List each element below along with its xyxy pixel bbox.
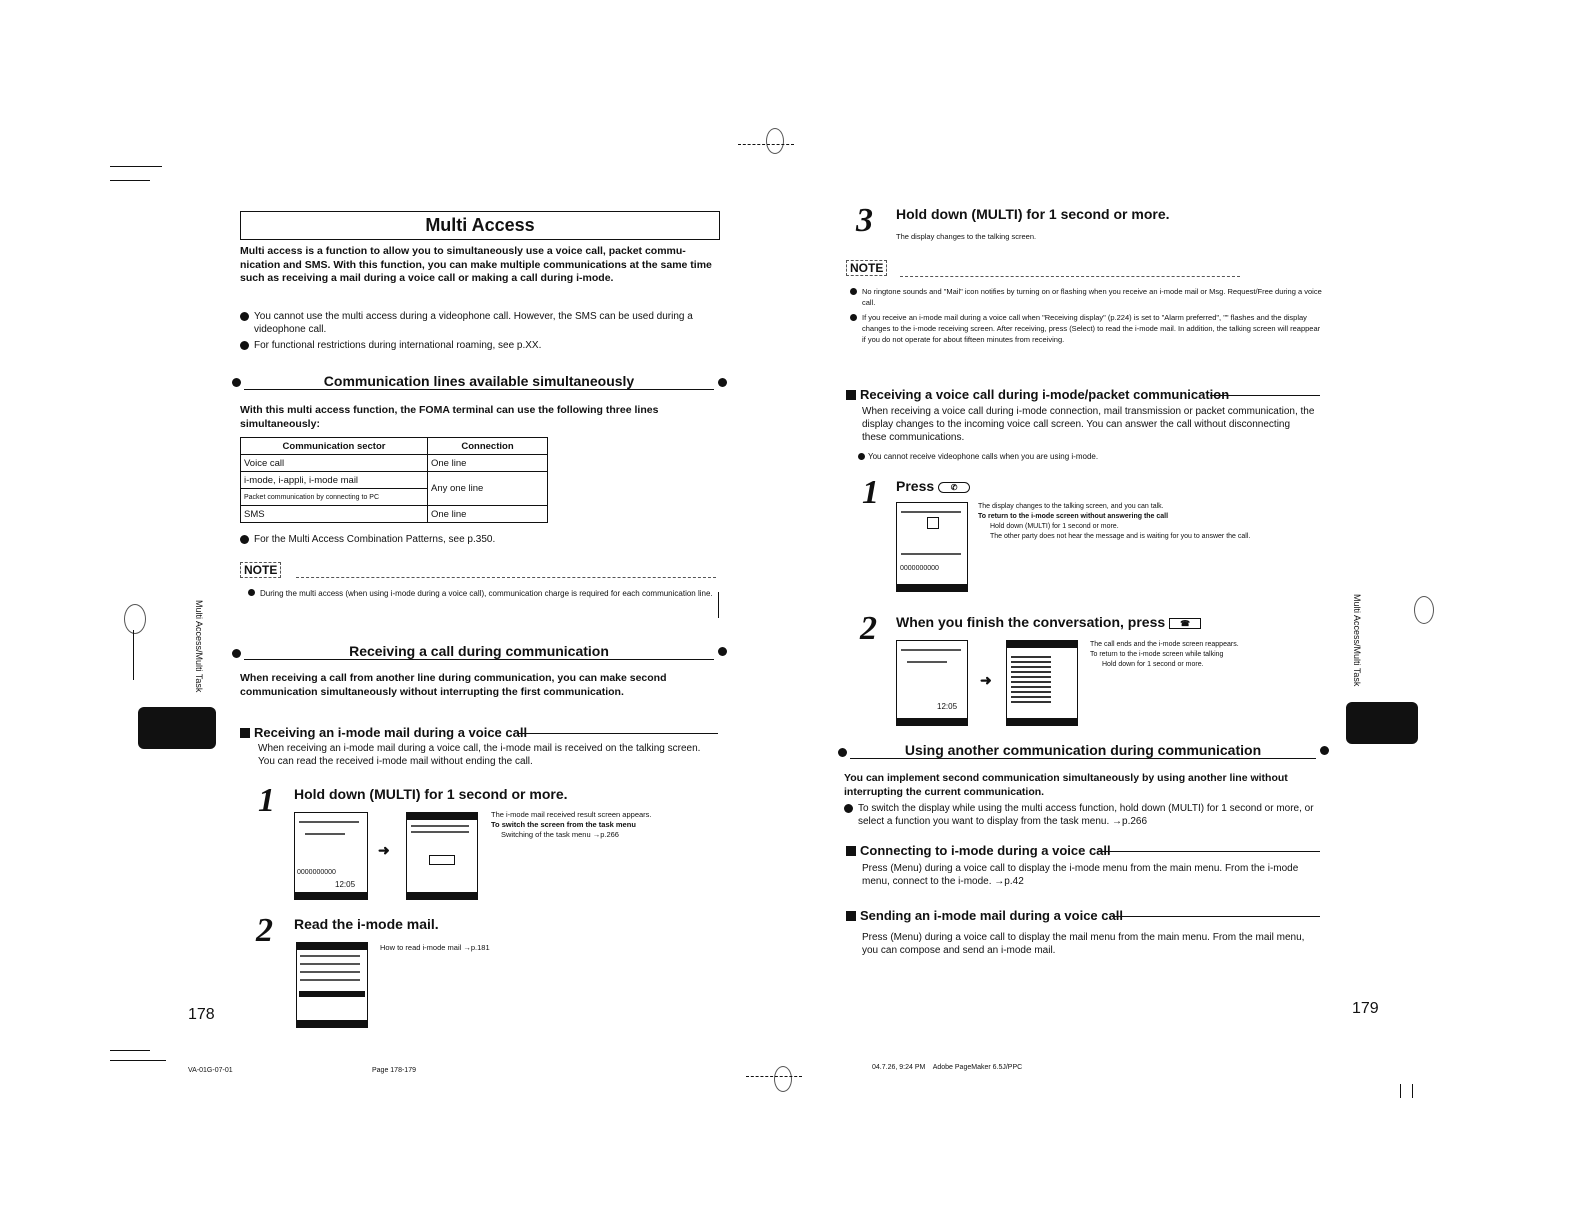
- chapter-tab: [1346, 702, 1418, 744]
- subheading-rule: [518, 733, 718, 734]
- arrow-icon: ➜: [378, 842, 390, 858]
- subheading-text: When receiving an i-mode mail during a voice call, the i-mode mail is received on the talking screen. You can read the received i-mode mail without ending the call.: [258, 743, 701, 767]
- section-dot-icon: [1320, 746, 1329, 755]
- step-desc: The i-mode mail received result screen appears. To switch the screen from the task menu Switching of the task menu →p.266: [491, 810, 652, 839]
- section-title-box: [240, 211, 720, 240]
- communication-table: [240, 437, 548, 523]
- registration-mark-icon: [1414, 596, 1434, 624]
- step-number: 2: [860, 610, 877, 647]
- call-key-icon[interactable]: ✆: [938, 482, 970, 493]
- square-icon: [846, 390, 856, 400]
- bullet-item: For the Multi Access Combination Patterns, see p.350.: [240, 533, 724, 546]
- section-heading: Communication lines available simultaneously: [244, 373, 714, 390]
- crop-mark: [110, 180, 150, 181]
- section-intro: You can implement second communication simultaneously by using another line without interrupting the current communication.: [844, 772, 1288, 798]
- table-header-row: [241, 438, 548, 455]
- subheading: Receiving an i-mode mail during a voice call: [240, 725, 527, 740]
- table-row: i-mode, i-appli, i-mode mail Any one line: [241, 472, 548, 489]
- intro-text: Multi access is a function to allow you to simultaneously use a voice call, packet commu-nication and SMS. With this function, you can make multiple communications at the same time such as receiving a mail during a voice call or making a call during i-mode.: [240, 245, 712, 284]
- registration-mark-icon: [774, 1066, 792, 1092]
- footer-mid: Page 178-179: [372, 1067, 416, 1074]
- section-dot-icon: [232, 649, 241, 658]
- arrow-icon: ➜: [980, 672, 992, 688]
- table-row: Voice call One line: [241, 455, 548, 472]
- step-desc: The display changes to the talking screen, and you can talk. To return to the i-mode screen without answering the call Hold down (MULTI) for 1 second or more. The other party does not hear the message and is waiting for you to answer the call.: [978, 503, 1251, 540]
- subheading-rule: [1210, 395, 1320, 396]
- crop-mark: [133, 630, 134, 680]
- end-call-key-icon[interactable]: ☎: [1169, 618, 1201, 629]
- note-end-mark: [718, 592, 719, 618]
- section-title: Multi Access: [425, 215, 535, 235]
- crop-mark: [1400, 1084, 1401, 1098]
- subheading-rule: [1112, 916, 1320, 917]
- subheading: Connecting to i-mode during a voice call: [846, 843, 1111, 858]
- crop-mark: [110, 1050, 150, 1051]
- page-number: 179: [1352, 1000, 1379, 1017]
- section-dot-icon: [838, 748, 847, 757]
- table-header: Communication sector: [241, 438, 428, 455]
- page-number: 178: [188, 1006, 215, 1023]
- registration-mark-icon: [124, 604, 146, 634]
- bullet-icon: [844, 804, 853, 813]
- section-dot-icon: [718, 647, 727, 656]
- note-rule: [900, 276, 1240, 277]
- note-bullet: If you receive an i-mode mail during a voice call when "Receiving display" (p.224) is set to "Alarm preferred", "" flashes and the display changes to the i-mode receiving screen. After receiving, press (Select) to read the i-mode mail. In addition, the talking screen will reappear if you do not operate for about fifteen minutes from receiving.: [850, 312, 1322, 345]
- footer-left: VA-01G-07-01: [188, 1067, 233, 1074]
- section-dot-icon: [718, 378, 727, 387]
- subheading-text: When receiving a voice call during i-mode connection, mail transmission or packet communication, the display changes to the incoming voice call screen. You can answer the call without disconnecting these communications.: [862, 406, 1315, 443]
- phone-screen-read-mail: [296, 942, 368, 1028]
- bullet-icon: [248, 589, 255, 596]
- note-bullet: No ringtone sounds and "Mail" icon notifies by turning on or flashing when you receive an i-mode mail or Msg. Request/Free during a voice call.: [850, 286, 1322, 308]
- chapter-tab: [138, 707, 216, 749]
- section-heading: Using another communication during communication: [850, 742, 1316, 759]
- footer-right: 04.7.26, 9:24 PM Adobe PageMaker 6.5J/PPC: [872, 1064, 1023, 1071]
- subheading: Sending an i-mode mail during a voice call: [846, 908, 1123, 923]
- section-dot-icon: [232, 378, 241, 387]
- crop-mark: [110, 166, 162, 167]
- step-number: 3: [856, 202, 873, 239]
- bullet-icon: [240, 535, 249, 544]
- phone-digits: 0000000000: [900, 565, 939, 572]
- note-rule: [296, 577, 716, 578]
- registration-mark-icon: [766, 128, 784, 154]
- square-icon: [846, 911, 856, 921]
- step-desc: The call ends and the i-mode screen reappears. To return to the i-mode screen while talking Hold down for 1 second or more.: [1090, 641, 1239, 668]
- crop-mark: [738, 144, 794, 145]
- phone-screen-incoming: [896, 502, 968, 592]
- section-intro: When receiving a call from another line during communication, you can make second communication simultaneously without interrupting the first communication.: [240, 672, 667, 698]
- step-desc: The display changes to the talking screen.: [896, 232, 1037, 241]
- phone-screen-talking: [896, 640, 968, 726]
- phone-screen-talking: [294, 812, 368, 900]
- bullet-icon: [240, 312, 249, 321]
- bullet-icon: [240, 341, 249, 350]
- table-header: Connection: [428, 438, 548, 455]
- bullet-item: For functional restrictions during international roaming, see p.XX.: [240, 339, 724, 352]
- subheading-text: Press (Menu) during a voice call to display the mail menu from the main menu. From the mail menu, you can compose and send an i-mode mail.: [862, 932, 1305, 956]
- step-desc: How to read i-mode mail →p.181: [380, 943, 490, 952]
- phone-time: 12:05: [335, 880, 356, 889]
- table-row: SMS One line: [241, 506, 548, 523]
- crop-mark: [110, 1060, 166, 1061]
- bullet-icon: [850, 314, 857, 321]
- note-icon: NOTE: [846, 260, 887, 276]
- step-text: Hold down (MULTI) for 1 second or more.: [896, 206, 1170, 222]
- step-text: When you finish the conversation, press ☎: [896, 614, 1201, 630]
- bullet-icon: [850, 288, 857, 295]
- step-number: 2: [256, 912, 273, 949]
- step-text: Read the i-mode mail.: [294, 916, 439, 932]
- crop-mark: [1412, 1084, 1413, 1098]
- section-intro: With this multi access function, the FOMA terminal can use the following three lines simultaneously:: [240, 404, 659, 430]
- step-text: Hold down (MULTI) for 1 second or more.: [294, 786, 568, 802]
- table-row: Packet communication by connecting to PC: [241, 489, 548, 506]
- note-icon: NOTE: [240, 562, 281, 578]
- chapter-tab-label: Multi Access/Multi Task: [1352, 594, 1362, 687]
- note-bullet: During the multi access (when using i-mode during a voice call), communication charge is required for each communication line.: [248, 588, 725, 599]
- subheading-text: Press (Menu) during a voice call to display the i-mode menu from the main menu. From the i-mode menu, connect to the i-mode. →p.42: [862, 863, 1299, 887]
- bullet-icon: [858, 453, 865, 460]
- bullet-item: You cannot receive videophone calls when you are using i-mode.: [858, 451, 1318, 462]
- bullet-item: You cannot use the multi access during a videophone call. However, the SMS can be used during a videophone call.: [240, 310, 724, 336]
- bullet-item: To switch the display while using the multi access function, hold down (MULTI) for 1 second or more, or select a function you want to display from the task menu. →p.266: [844, 802, 1328, 828]
- step-number: 1: [862, 474, 879, 511]
- phone-screen-imode: [1006, 640, 1078, 726]
- phone-screen-mail: [406, 812, 478, 900]
- subheading: Receiving a voice call during i-mode/packet communication: [846, 387, 1229, 402]
- phone-digits: 0000000000: [297, 869, 336, 876]
- subheading-rule: [1098, 851, 1320, 852]
- section-heading: Receiving a call during communication: [244, 643, 714, 660]
- crop-mark: [746, 1076, 802, 1077]
- chapter-tab-label: Multi Access/Multi Task: [194, 600, 204, 693]
- step-text: Press ✆: [896, 478, 970, 494]
- step-number: 1: [258, 782, 275, 819]
- square-icon: [846, 846, 856, 856]
- square-icon: [240, 728, 250, 738]
- phone-time: 12:05: [937, 702, 958, 711]
